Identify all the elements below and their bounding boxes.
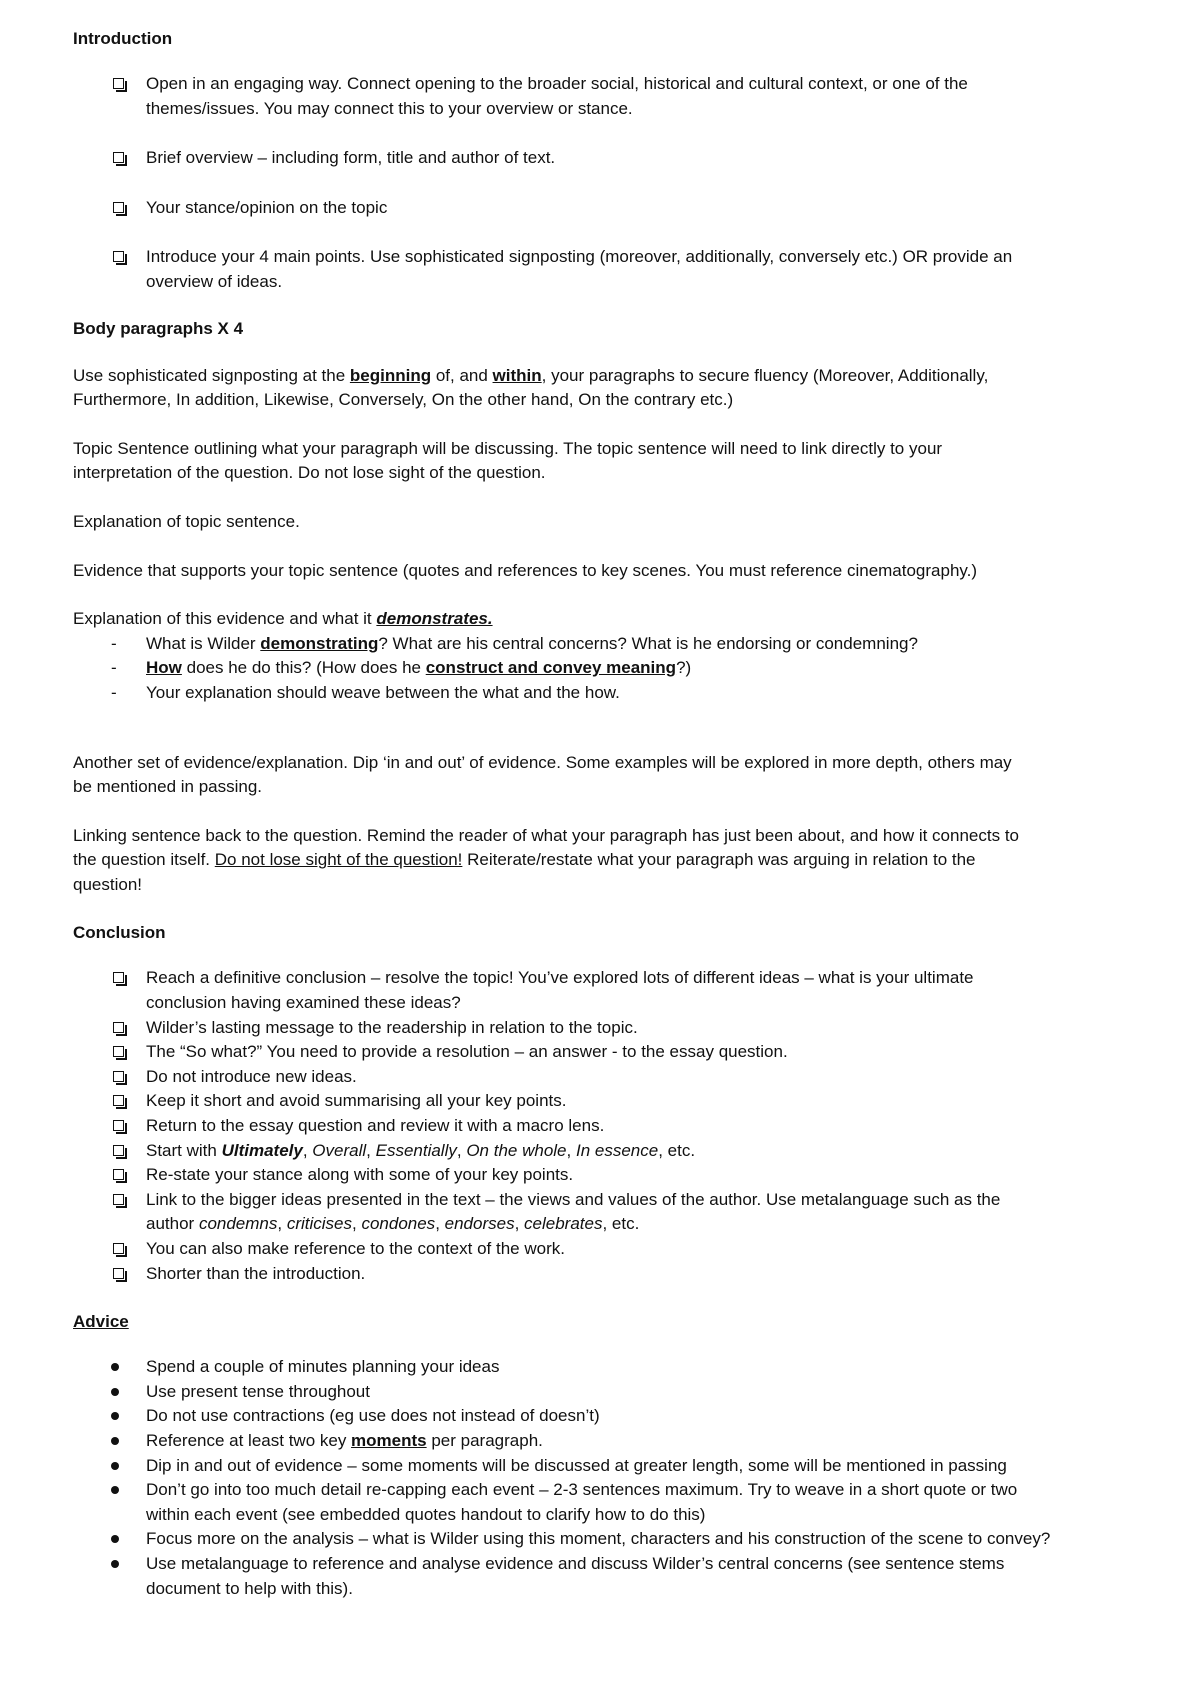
item-text: Do not introduce new ideas. bbox=[146, 1066, 357, 1086]
checkbox-icon bbox=[113, 1071, 124, 1082]
checkbox-icon bbox=[113, 1120, 124, 1131]
checkbox-icon bbox=[113, 152, 124, 163]
text-run: , bbox=[302, 1140, 313, 1160]
item-text: Brief overview – including form, title and author of text. bbox=[146, 148, 556, 168]
text-run: , bbox=[514, 1214, 525, 1234]
advice-bullet-list bbox=[73, 1355, 1133, 1601]
linking-paragraph bbox=[73, 824, 1133, 898]
item-text: Re-state your stance along with some of your key points. bbox=[146, 1165, 574, 1185]
item-text: Keep it short and avoid summarising all your key points. bbox=[146, 1091, 567, 1111]
item-text: Don’t go into too much detail re-capping each event – 2-3 sentences maximum. Try to weave in a short quote or two bbox=[146, 1480, 1018, 1500]
item-text: Open in an engaging way. Connect opening to the broader social, historical and cultural context, or one of the bbox=[146, 74, 968, 93]
checklist-item bbox=[73, 1065, 1133, 1090]
checklist-item bbox=[73, 1040, 1133, 1065]
dash-marker: - bbox=[111, 658, 117, 678]
bullet-item bbox=[73, 1404, 1133, 1429]
text-run: interpretation of the question. Do not lose sight of the question. bbox=[73, 463, 546, 483]
text-run: of, and bbox=[431, 365, 493, 385]
checklist-item bbox=[73, 1163, 1133, 1188]
bullet-icon bbox=[111, 1462, 119, 1470]
checkbox-icon bbox=[113, 1194, 124, 1205]
text-run: question! bbox=[73, 874, 142, 894]
item-text: conclusion having examined these ideas? bbox=[146, 993, 461, 1013]
checkbox-icon bbox=[113, 78, 124, 89]
text-run: Topic Sentence outlining what your paragraph will be discussing. The topic sentence will need to link directly to your bbox=[73, 438, 943, 458]
text-run: per paragraph. bbox=[426, 1430, 543, 1450]
bullet-item bbox=[73, 1429, 1133, 1454]
bullet-icon bbox=[111, 1412, 119, 1420]
dash-marker: - bbox=[111, 633, 117, 653]
item-text: Do not use contractions (eg use does not instead of doesn’t) bbox=[146, 1406, 600, 1426]
text-run: , etc. bbox=[658, 1140, 696, 1160]
emphasis-how: How bbox=[146, 658, 182, 678]
bullet-icon bbox=[111, 1535, 119, 1543]
checkbox-icon bbox=[113, 972, 124, 983]
dash-item bbox=[73, 656, 1133, 681]
text-run: What is Wilder bbox=[146, 633, 261, 653]
emphasis-on-the-whole: On the whole bbox=[466, 1140, 567, 1160]
text-run: , bbox=[277, 1214, 287, 1234]
emphasis-celebrates: celebrates bbox=[524, 1214, 603, 1234]
text-run: Explanation of this evidence and what it bbox=[73, 609, 377, 629]
item-text: The “So what?” You need to provide a resolution – an answer - to the essay question. bbox=[146, 1042, 788, 1062]
evidence-paragraph: Evidence that supports your topic sentence (quotes and references to key scenes. You must reference cinematography.) bbox=[73, 560, 978, 580]
emphasis-overall: Overall bbox=[312, 1140, 367, 1160]
item-text: Focus more on the analysis – what is Wilder using this moment, characters and his construction of the scene to convey? bbox=[146, 1529, 1051, 1549]
text-run: , bbox=[435, 1214, 445, 1234]
text-run: Use sophisticated signposting at the bbox=[73, 365, 350, 385]
item-text: themes/issues. You may connect this to your overview or stance. bbox=[146, 98, 633, 118]
explanation-topic-paragraph: Explanation of topic sentence. bbox=[73, 511, 300, 531]
emphasis-within: within bbox=[492, 365, 542, 385]
item-text: Wilder’s lasting message to the readership in relation to the topic. bbox=[146, 1017, 638, 1037]
text-run: Your explanation should weave between the what and the how. bbox=[146, 682, 620, 702]
checklist-item bbox=[73, 146, 1133, 171]
checklist-item bbox=[73, 1114, 1133, 1139]
emphasis-demonstrates: demonstrates. bbox=[376, 609, 493, 629]
text-run: , bbox=[352, 1214, 362, 1234]
dash-item bbox=[73, 681, 1133, 706]
bullet-icon bbox=[111, 1437, 119, 1445]
emphasis-criticises: criticises bbox=[286, 1214, 352, 1234]
emphasis-do-not-lose-sight: Do not lose sight of the question! bbox=[214, 850, 463, 870]
conclusion-heading: Conclusion bbox=[73, 923, 166, 943]
item-text: document to help with this). bbox=[146, 1578, 353, 1598]
checklist-item bbox=[73, 1262, 1133, 1287]
checkbox-icon bbox=[113, 202, 124, 213]
checkbox-icon bbox=[113, 1243, 124, 1254]
emphasis-moments: moments bbox=[351, 1430, 427, 1450]
text-run: , etc. bbox=[602, 1214, 640, 1234]
checkbox-icon bbox=[113, 1145, 124, 1156]
bullet-item bbox=[73, 1380, 1133, 1405]
checkbox-icon bbox=[113, 1046, 124, 1057]
checklist-item bbox=[73, 966, 1133, 1015]
explanation-evidence-paragraph bbox=[73, 607, 1133, 632]
bullet-item bbox=[73, 1478, 1133, 1527]
body-heading: Body paragraphs X 4 bbox=[73, 318, 244, 338]
checklist-item bbox=[73, 245, 1133, 294]
emphasis-essentially: Essentially bbox=[375, 1140, 457, 1160]
checklist-item bbox=[73, 72, 1133, 121]
text-run: the question itself. bbox=[73, 850, 215, 870]
checklist-item bbox=[73, 1016, 1133, 1041]
checklist-item bbox=[73, 196, 1133, 221]
text-run: Reiterate/restate what your paragraph was arguing in relation to the bbox=[462, 850, 976, 870]
emphasis-endorses: endorses bbox=[444, 1214, 515, 1234]
item-text: Shorter than the introduction. bbox=[146, 1263, 366, 1283]
emphasis-beginning: beginning bbox=[349, 365, 432, 385]
checklist-item bbox=[73, 1188, 1133, 1237]
document-page bbox=[73, 26, 1133, 1601]
text-run: does he do this? (How does he bbox=[181, 658, 426, 678]
item-text: Use present tense throughout bbox=[146, 1381, 370, 1401]
bullet-item bbox=[73, 1355, 1133, 1380]
emphasis-ultimately: Ultimately bbox=[221, 1140, 303, 1160]
bullet-icon bbox=[111, 1560, 119, 1568]
text-run: , your paragraphs to secure fluency (Moreover, Additionally, bbox=[541, 365, 989, 385]
bullet-icon bbox=[111, 1486, 119, 1494]
text-run: ? What are his central concerns? What is he endorsing or condemning? bbox=[378, 633, 918, 653]
advice-heading: Advice bbox=[73, 1312, 129, 1332]
another-set-paragraph bbox=[73, 751, 1133, 800]
checkbox-icon bbox=[113, 1022, 124, 1033]
bullet-item bbox=[73, 1454, 1133, 1479]
text-run: Start with bbox=[146, 1140, 222, 1160]
text-run: Another set of evidence/explanation. Dip ‘in and out’ of evidence. Some examples will be explored in more depth, others may bbox=[73, 752, 1012, 772]
checklist-item bbox=[73, 1139, 1133, 1164]
text-run: author bbox=[146, 1214, 199, 1234]
emphasis-condemns: condemns bbox=[198, 1214, 278, 1234]
checklist-item bbox=[73, 1237, 1133, 1262]
checkbox-icon bbox=[113, 1169, 124, 1180]
item-text: Introduce your 4 main points. Use sophisticated signposting (moreover, additionally, conversely etc.) OR provide an bbox=[146, 247, 1013, 267]
item-text: Link to the bigger ideas presented in the text – the views and values of the author. Use metalanguage such as the bbox=[146, 1189, 1001, 1209]
text-run: be mentioned in passing. bbox=[73, 777, 263, 797]
item-text: Use metalanguage to reference and analyse evidence and discuss Wilder’s central concerns (see sentence stems bbox=[146, 1553, 1005, 1573]
text-run: , bbox=[566, 1140, 576, 1160]
item-text: Your stance/opinion on the topic bbox=[146, 197, 388, 217]
text-run: Furthermore, In addition, Likewise, Conversely, On the other hand, On the contrary etc.) bbox=[73, 390, 734, 410]
topic-sentence-paragraph bbox=[73, 437, 1133, 486]
introduction-checklist bbox=[73, 72, 1133, 295]
emphasis-in-essence: In essence bbox=[575, 1140, 659, 1160]
dash-marker: - bbox=[111, 682, 117, 702]
item-text: You can also make reference to the context of the work. bbox=[146, 1239, 565, 1258]
checkbox-icon bbox=[113, 1268, 124, 1279]
text-run: , bbox=[456, 1140, 467, 1160]
text-run: , bbox=[366, 1140, 376, 1160]
bullet-icon bbox=[111, 1388, 119, 1396]
emphasis-condones: condones bbox=[361, 1214, 436, 1234]
bullet-item bbox=[73, 1552, 1133, 1601]
item-text: Return to the essay question and review it with a macro lens. bbox=[146, 1116, 605, 1136]
item-text: overview of ideas. bbox=[146, 271, 283, 291]
emphasis-demonstrating: demonstrating bbox=[260, 633, 379, 653]
bullet-icon bbox=[111, 1363, 119, 1371]
dash-item bbox=[73, 632, 1133, 657]
text-run: Reference at least two key bbox=[146, 1430, 352, 1450]
bullet-item bbox=[73, 1527, 1133, 1552]
checklist-item bbox=[73, 1089, 1133, 1114]
emphasis-construct: construct and convey meaning bbox=[425, 658, 677, 678]
conclusion-checklist bbox=[73, 966, 1133, 1286]
item-text: Dip in and out of evidence – some moments will be discussed at greater length, some will be mentioned in passing bbox=[146, 1455, 1007, 1475]
checkbox-icon bbox=[113, 251, 124, 262]
signposting-paragraph bbox=[73, 364, 1133, 413]
checkbox-icon bbox=[113, 1095, 124, 1106]
text-run: ?) bbox=[676, 658, 692, 678]
explanation-dash-list bbox=[73, 632, 1133, 706]
text-run: Linking sentence back to the question. Remind the reader of what your paragraph has just been about, and how it connects to bbox=[73, 825, 1019, 845]
introduction-heading: Introduction bbox=[73, 29, 173, 48]
item-text: Reach a definitive conclusion – resolve the topic! You’ve explored lots of different ideas – what is your ultimate bbox=[146, 968, 974, 988]
item-text: within each event (see embedded quotes handout to clarify how to do this) bbox=[146, 1504, 706, 1524]
item-text: Spend a couple of minutes planning your ideas bbox=[146, 1357, 500, 1377]
